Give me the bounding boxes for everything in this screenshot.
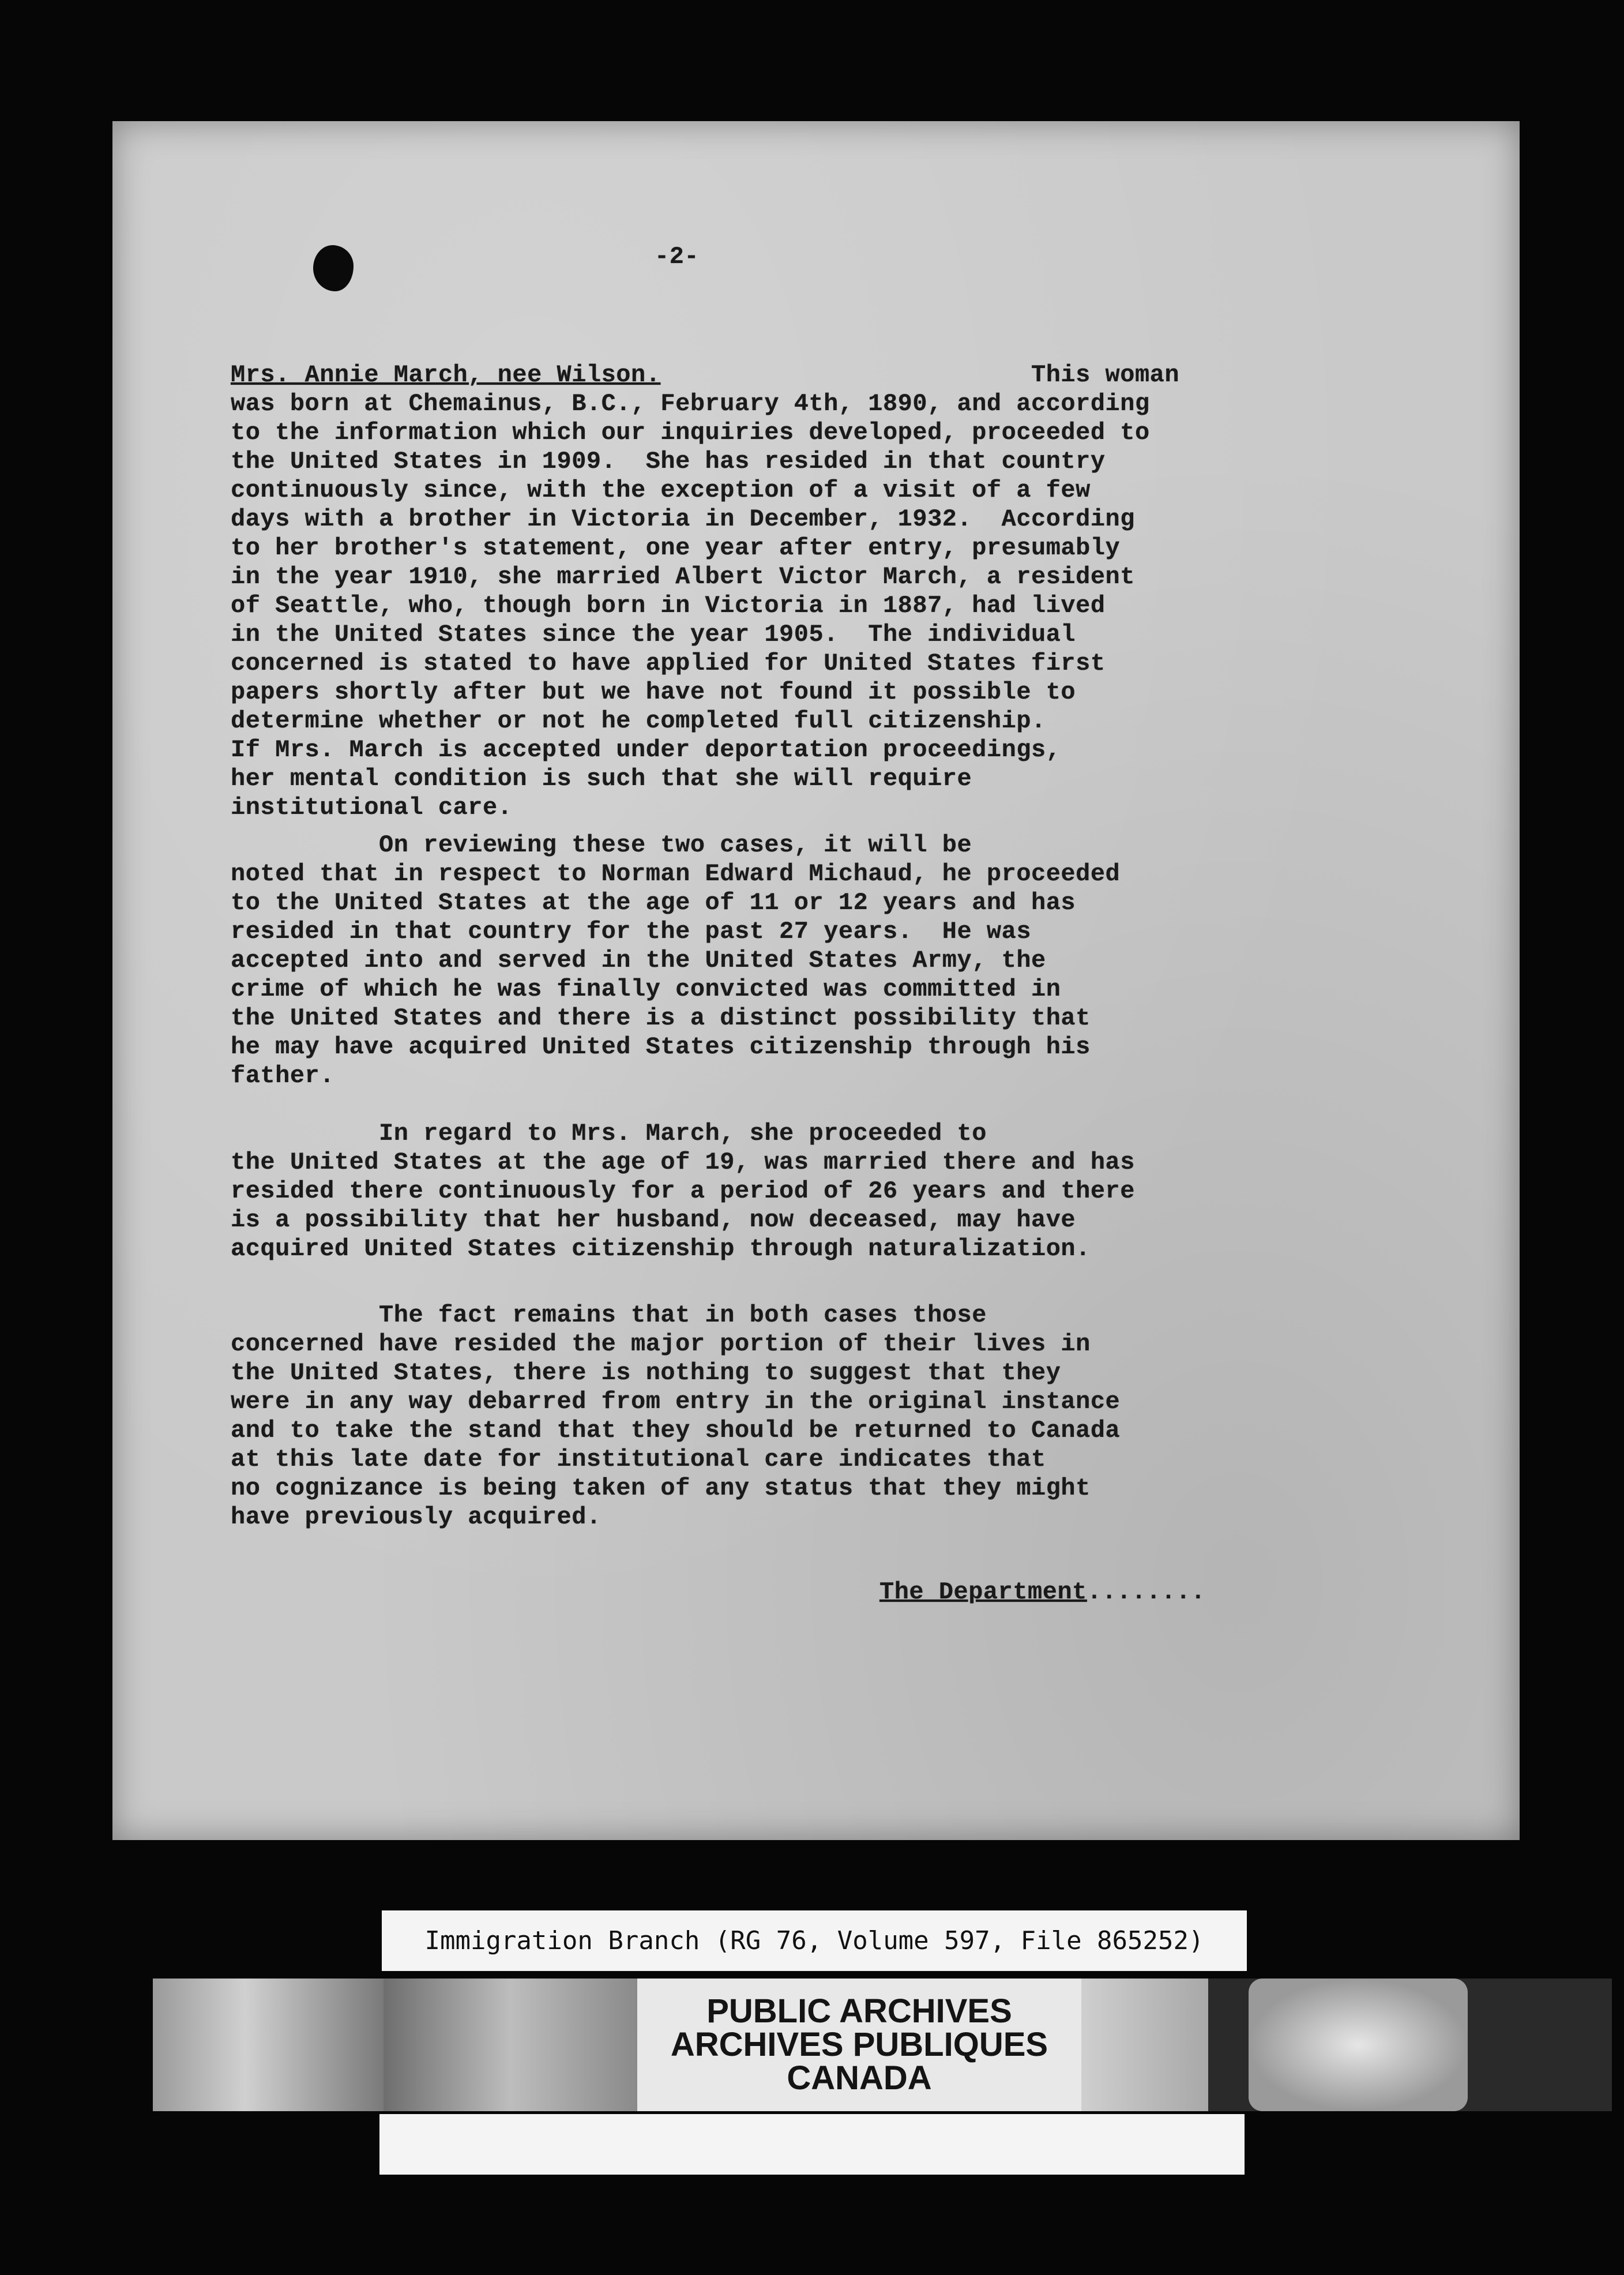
strip-segment [153,1979,384,2111]
stamp-line: ARCHIVES PUBLIQUES [670,2026,1048,2063]
paragraph-review: On reviewing these two cases, it will be noted that in respect to Norman Edward Michaud, he proceeded to the United States at the age of 11 or 12 years and has resided in that country for the past 27 years. He was accepted into and served in the United States Army, the crime of which he was finally convicted was committed in the United States and there is a distinct possibility that he may have acquired United States citizenship through his father. [231,831,1121,1090]
paragraph-heading: Mrs. Annie March, nee Wilson. [231,361,661,389]
strip-segment [384,1979,637,2111]
archive-stamp [637,1979,1081,2111]
stamp-line: CANADA [787,2059,932,2097]
continuation-dots: ........ [1087,1578,1206,1606]
strip-segment [1249,1979,1468,2111]
archive-strip [153,1979,1612,2111]
page-number: -2- [655,243,700,271]
continuation-line [879,1578,1206,1606]
paragraph-annie-march [231,361,1471,822]
stamp-line: PUBLIC ARCHIVES [706,1992,1012,2030]
bottom-label-blank [379,2114,1245,2175]
paragraph-conclusion: The fact remains that in both cases those concerned have resided the major portion of their lives in the United States, there is nothing to suggest that they were in any way debarred from entry in the original instance and to take the stand that they should be returned to Canada at this late date for institutional care indicates that no cognizance is being taken of any status that they might have previously acquired. [231,1301,1121,1531]
continuation-underlined: The Department [879,1578,1087,1606]
paragraph-body: This woman was born at Chemainus, B.C., February 4th, 1890, and according to the information which our inquiries developed, proceeded to the United States in 1909. She has resided in that country continuously since, with the exception of a visit of a few days with a brother in Victoria in December, 1932. According to her brother's statement, one year after entry, presumably in the year 1910, she married Albert Victor March, a resident of Seattle, who, though born in Victoria in 1887, had lived in the United States since the year 1905. The individual concerned is stated to have applied for United States first papers shortly after but we have not found it possible to determine whether or not he completed full citizenship. If Mrs. March is accepted under deportation proceedings, her mental condition is such that she will require institutional care. [231,361,1180,821]
punch-hole [313,245,354,291]
paragraph-mrs-march: In regard to Mrs. March, she proceeded to the United States at the age of 19, was married there and has resided there continuously for a period of 26 years and there is a possibility that her husband, now deceased, may have acquired United States citizenship through naturalization. [231,1120,1135,1263]
archive-citation-label: Immigration Branch (RG 76, Volume 597, File 865252) [382,1910,1247,1971]
strip-segment [1081,1979,1208,2111]
